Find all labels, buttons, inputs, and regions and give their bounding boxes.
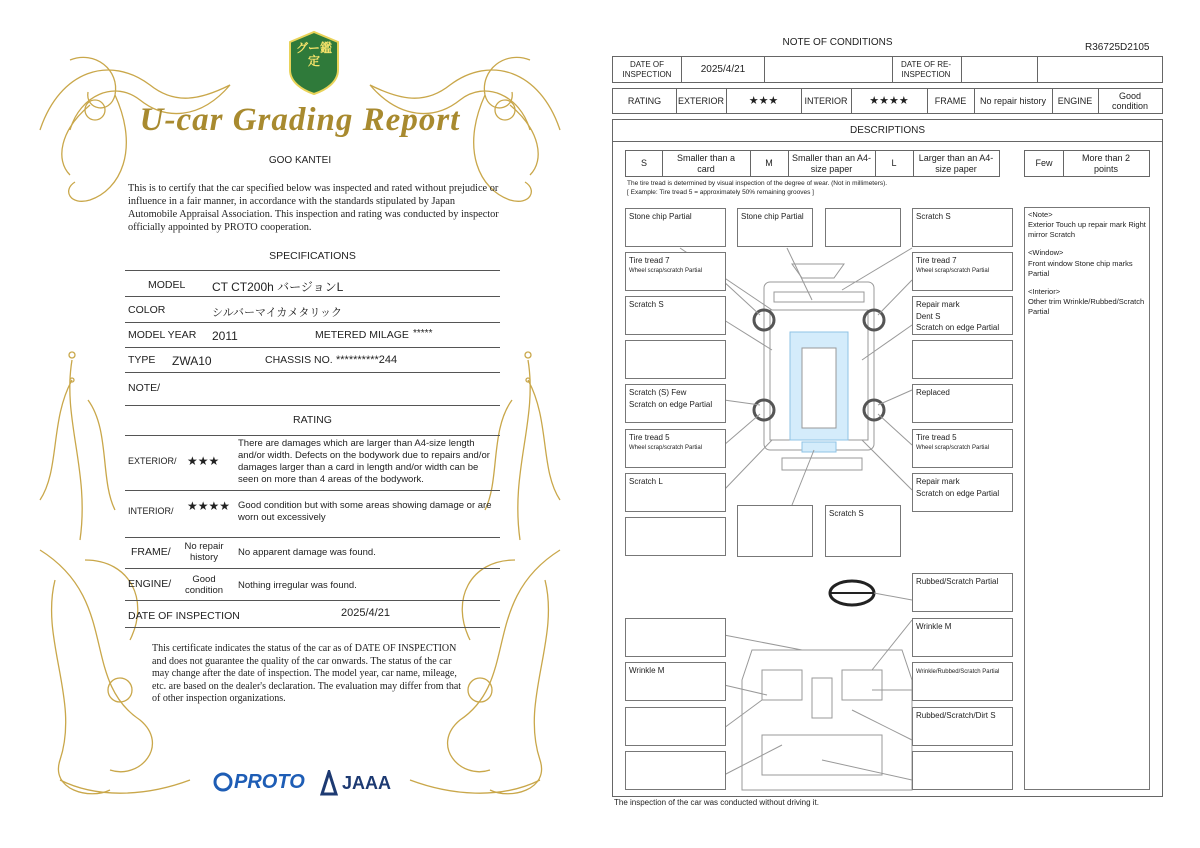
desc-box-left-door-empty	[625, 340, 726, 379]
color-label: COLOR	[128, 304, 166, 316]
type-value: ZWA10	[172, 354, 212, 368]
exterior-description: There are damages which are larger than A4-size length and/or width. Defects on the bodywork due to repairs and/or damages larger than a card in length and/or width can be seen on more than 4 areas of the bodywork.	[238, 438, 490, 485]
engine-label: ENGINE/	[128, 578, 172, 590]
engine-label-sheet: ENGINE	[1057, 95, 1093, 106]
desc-box-rear-empty	[737, 505, 813, 557]
mileage-label: METERED MILAGE	[315, 329, 409, 341]
type-label: TYPE	[128, 354, 156, 366]
frame-description: No apparent damage was found.	[238, 547, 376, 558]
desc-box-interior-empty-4	[912, 751, 1013, 790]
jaaa-logo-text: JAAA	[342, 773, 392, 793]
few-legend	[1024, 150, 1150, 177]
date-of-inspection-label: DATE OF INSPECTION	[622, 60, 672, 79]
desc-box-tire-front-left: Tire tread 7 Wheel scrap/scratch Partial	[625, 252, 726, 291]
note-label: NOTE/	[128, 382, 161, 394]
engine-value-sheet: Good condition	[1111, 90, 1149, 111]
color-value: シルバーマイカメタリック	[212, 307, 342, 319]
legend-s: S	[640, 158, 647, 169]
sheet-title: NOTE OF CONDITIONS	[782, 37, 893, 48]
proto-logo-icon	[213, 770, 233, 796]
tire-note: The tire tread is determined by visual inspection of the degree of wear. (Not in millimeters).	[627, 180, 888, 187]
exterior-label-sheet: EXTERIOR	[677, 95, 724, 106]
certificate-intro: This is to certify that the car specified below was inspected and rated without prejudice or influence in a fair manner, in accordance with the standards stipulated by Japan Automobile Appraisal Association. This inspection and rating was conducted by inspector officially appointed by PROTO cooperation.	[128, 183, 499, 233]
desc-box-interior-empty-3	[625, 751, 726, 790]
desc-box-empty-1	[625, 517, 726, 556]
date-value: 2025/4/21	[341, 607, 390, 619]
proto-logo-text: PROTO	[234, 771, 305, 793]
note-heading: <Note>	[1028, 210, 1053, 219]
desc-box-roof-empty	[825, 208, 901, 247]
reinspection-label: DATE OF RE-INSPECTION	[900, 60, 952, 79]
desc-box-left-rear: Scratch (S) Few Scratch on edge Partial	[625, 384, 726, 423]
desc-box-steering: Rubbed/Scratch Partial	[912, 573, 1013, 612]
legend-m: M	[765, 158, 773, 169]
legend-l: L	[891, 158, 897, 169]
desc-box-front-right: Scratch S	[912, 208, 1013, 247]
desc-box-dashboard: Wrinkle M	[912, 618, 1013, 657]
model-value: CT CT200h バージョンL	[212, 280, 344, 294]
frame-value: No repair history	[184, 541, 224, 564]
date-label: DATE OF INSPECTION	[128, 610, 240, 622]
frame-label-sheet: FRAME	[934, 95, 967, 106]
interior-stars-sheet: ★★★★	[869, 94, 909, 107]
desc-box-right-rear: Replaced	[912, 384, 1013, 423]
chassis-label: CHASSIS NO.	[265, 354, 333, 366]
date-of-inspection-value: 2025/4/21	[700, 63, 746, 75]
desc-box-right-front-fender: Repair mark Dent S Scratch on edge Partial	[912, 296, 1013, 335]
interior-text: Other trim Wrinkle/Rubbed/Scratch Partial	[1028, 296, 1145, 316]
specifications-heading: SPECIFICATIONS	[269, 250, 356, 262]
report-subtitle: GOO KANTEI	[268, 155, 332, 166]
desc-box-right-door-empty	[912, 340, 1013, 379]
desc-box-tire-front-right: Tire tread 7 Wheel scrap/scratch Partial	[912, 252, 1013, 291]
desc-box-left-front-fender: Scratch S	[625, 296, 726, 335]
engine-description: Nothing irregular was found.	[238, 580, 357, 591]
legend-few-desc: More than 2 points	[1081, 153, 1131, 174]
desc-box-bonnet: Stone chip Partial	[737, 208, 813, 247]
interior-label-sheet: INTERIOR	[804, 95, 848, 106]
note-text: Exterior Touch up repair mark Right mirror Scratch	[1028, 220, 1146, 240]
legend-l-desc: Larger than an A4-size paper	[918, 153, 994, 174]
model-year-label: MODEL YEAR	[128, 329, 197, 341]
size-legend	[625, 150, 1000, 177]
tire-example: [ Example: Tire tread 5 = approximately 50% remaining grooves ]	[627, 189, 814, 196]
rating-label: RATING	[627, 95, 662, 106]
desc-box-right-seat: Wrinkle/Rubbed/Scratch Partial	[912, 662, 1013, 701]
engine-value: Good condition	[184, 574, 224, 597]
desc-box-tire-rear-left: Tire tread 5 Wheel scrap/scratch Partial	[625, 429, 726, 468]
desc-box-interior-empty-1	[625, 618, 726, 657]
desc-box-interior-empty-2	[625, 707, 726, 746]
certificate-footer: This certificate indicates the status of the car as of DATE OF INSPECTION and does not guarantee the quality of the car onwards. The status of the car may change after the date of inspection. The model year, car name, mileage, etc. are based on the dealer's declaration. The evaluation may differ from that of other inspection organizations.	[152, 643, 462, 704]
desc-box-rear-seat: Rubbed/Scratch/Dirt S	[912, 707, 1013, 746]
exterior-label: EXTERIOR/	[128, 456, 177, 466]
window-text: Front window Stone chip marks Partial	[1028, 258, 1133, 278]
desc-box-rear-left: Scratch L	[625, 473, 726, 512]
sheet-reference: R36725D2105	[1085, 42, 1150, 53]
desc-box-left-seat: Wrinkle M	[625, 662, 726, 701]
desc-box-front-left: Stone chip Partial	[625, 208, 726, 247]
dates-row	[612, 56, 1163, 83]
legend-m-desc: Smaller than an A4-size paper	[791, 153, 872, 174]
descriptions-heading: DESCRIPTIONS	[612, 120, 1163, 142]
window-heading: <Window>	[1028, 248, 1064, 258]
exterior-stars: ★★★	[187, 454, 220, 468]
interior-label: INTERIOR/	[128, 506, 174, 516]
chassis-value: **********244	[336, 354, 398, 366]
legend-few: Few	[1035, 158, 1053, 169]
interior-heading: <Interior>	[1028, 286, 1061, 296]
sheet-footer: The inspection of the car was conducted without driving it.	[614, 798, 819, 807]
desc-box-rear-bumper: Scratch S	[825, 505, 901, 557]
exterior-stars-sheet: ★★★	[748, 94, 779, 107]
jaaa-logo-icon	[318, 770, 340, 796]
model-year-value: 2011	[212, 329, 238, 343]
model-label: MODEL	[148, 279, 186, 291]
frame-label: FRAME/	[131, 546, 171, 558]
ratings-row	[612, 88, 1163, 114]
goo-kantei-badge-logo: グー鑑定	[295, 41, 332, 69]
notes-panel	[1024, 207, 1150, 790]
desc-box-tire-rear-right: Tire tread 5 Wheel scrap/scratch Partial	[912, 429, 1013, 468]
mileage-value: *****	[413, 328, 433, 339]
frame-value-sheet: No repair history	[979, 95, 1047, 106]
interior-description: Good condition but with some areas showing damage or are worn out excessively	[238, 500, 492, 523]
desc-box-rear-right: Repair mark Scratch on edge Partial	[912, 473, 1013, 512]
rating-heading: RATING	[293, 414, 332, 426]
interior-stars: ★★★★	[187, 499, 231, 513]
legend-s-desc: Smaller than a card	[676, 153, 736, 174]
report-title: U-car Grading Report	[139, 102, 461, 138]
